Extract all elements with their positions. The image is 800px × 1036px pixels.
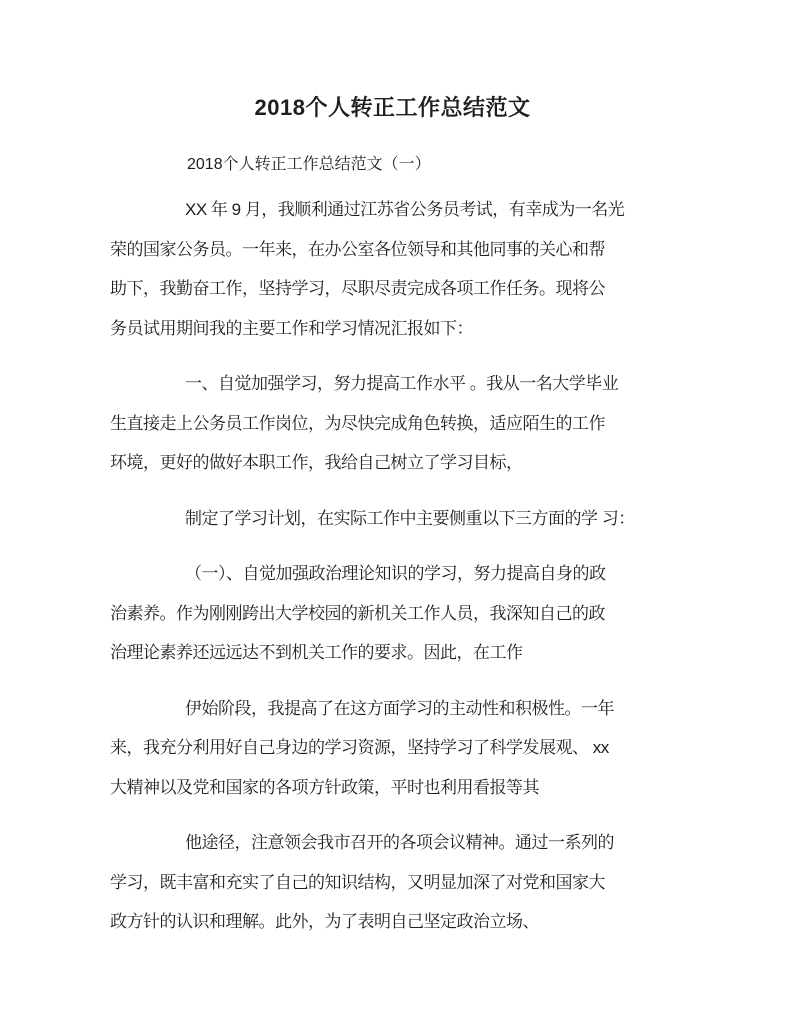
text-line: （一）、自觉加强政治理论知识的学习，努力提高自身的政 (185, 564, 606, 583)
paragraph (110, 499, 675, 539)
text-line: 治素养。作为刚刚跨出大学校园的新机关工作人员，我深知自己的政 (110, 603, 605, 623)
paragraph (110, 554, 675, 673)
text-line: XX 年 9 月，我顺利通过江苏省公务员考试，有幸成为一名光 (185, 200, 625, 219)
paragraph (110, 823, 675, 942)
text-line: 他途径，注意领会我市召开的各项会议精神。通过一系列的 (185, 833, 614, 852)
text-line: 生直接走上公务员工作岗位，为尽快完成角色转换，适应陌生的工作 (110, 413, 605, 433)
doc-subtitle: 2018个人转正工作总结范文（一） (187, 156, 431, 173)
text-line: 学习，既丰富和充实了自己的知识结构，又明显加深了对党和国家大 (110, 872, 605, 892)
text-line: 环境，更好的做好本职工作，我给自己树立了学习目标， (110, 453, 523, 472)
text-line: 大精神以及党和国家的各项方针政策，平时也利用看报等其 (110, 777, 539, 797)
text-line: 助下，我勤奋工作，坚持学习，尽职尽责完成各项工作任务。现将公 (110, 279, 605, 298)
text-line: 治理论素养还远远达不到机关工作的要求。因此，在工作 (110, 643, 523, 662)
text-line: 务员试用期间我的主要工作和学习情况汇报如下： (110, 318, 473, 338)
paragraph (110, 364, 675, 483)
text-line: 伊始阶段，我提高了在这方面学习的主动性和积极性。一年 (185, 698, 614, 718)
paragraph (110, 689, 675, 808)
text-line: 制定了学习计划，在实际工作中主要侧重以下三方面的学 习： (185, 508, 635, 528)
text-line: 政方针的认识和理解。此外，为了表明自己坚定政治立场、 (110, 912, 539, 931)
paragraph (110, 190, 675, 348)
page-title: 2018个人转正工作总结范文 (254, 95, 531, 120)
text-line: 一、自觉加强学习，努力提高工作水平 。我从一名大学毕业 (185, 374, 619, 393)
text-line: 来，我充分利用好自己身边的学习资源，坚持学习了科学发展观、 xx (110, 738, 609, 757)
text-line: 荣的国家公务员。一年来，在办公室各位领导和其他同事的关心和帮 (110, 239, 605, 259)
